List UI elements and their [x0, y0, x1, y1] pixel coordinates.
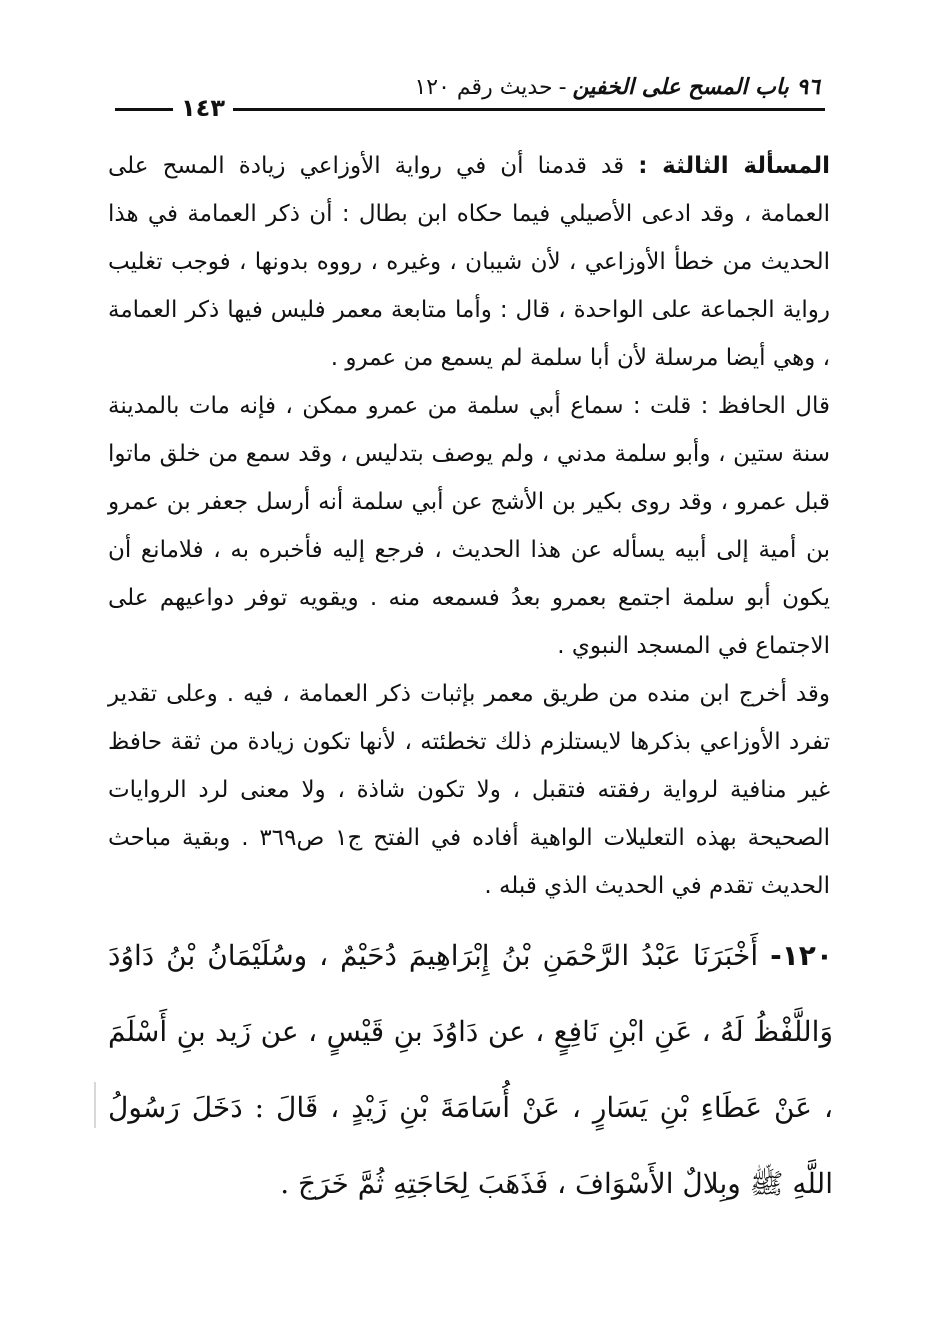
hadith-number: ١٢٠- [770, 939, 833, 972]
page-number-row [115, 94, 825, 122]
ibn-mandah-section [108, 670, 830, 910]
header-rule-right [233, 108, 825, 111]
hafiz-paragraph: قال الحافظ : قلت : سماع أبي سلمة من عمرو ممكن ، فإنه مات بالمدينة سنة ستين ، وأبو سلمة مدني ، ولم يوصف بتدليس ، وقد سمع من خلق ماتوا قبل عمرو ، وقد روى بكير بن الأشج عن أبي سلمة أنه أرسل جعفر بن عمرو بن أمية إلى أبيه يسأله عن هذا الحديث ، فرجع إليه فأخبره به ، فلامانع أن يكون أبو سلمة اجتمع بعمرو بعدُ فسمعه منه . ويقويه توفر دواعيهم على الاجتماع في المسجد النبوي . [108, 393, 830, 659]
hafiz-section [108, 382, 830, 670]
book-title: ٩٦ باب المسح على الخفين [572, 75, 820, 100]
hadith-body: أَخْبَرَنَا عَبْدُ الرَّحْمَنِ بْنُ إِبْرَاهِيمَ دُحَيْمٌ ، وسُلَيْمَانُ بْنُ دَاوُدَ وَاللَّفْظُ لَهُ ، عَنِ ابْنِ نَافِعٍ ، عن دَاوُدَ بنِ قَيْسٍ ، عن زَيد بنِ أَسْلَمَ ، عَنْ عَطَاءِ بْنِ يَسَارٍ ، عَنْ أُسَامَةَ بْنِ زَيْدٍ ، قَالَ : دَخَلَ رَسُولُ اللَّهِ ﷺ وبِلالٌ الأَسْوَافَ ، فَذَهَبَ لِحَاجَتِهِ ثُمَّ خَرَجَ . [108, 939, 833, 1200]
section-heading: المسألة الثالثة : [638, 153, 830, 179]
hadith-reference: حديث رقم ١٢٠ [414, 75, 553, 100]
scan-artifact [94, 1082, 96, 1128]
header-rule-left [115, 108, 173, 111]
page-number: ١٤٣ [181, 94, 225, 122]
header-separator: - [558, 75, 567, 100]
ibn-mandah-paragraph: وقد أخرج ابن منده من طريق معمر بإثبات ذكر العمامة ، فيه . وعلى تقدير تفرد الأوزاعي بذكرها لايستلزم ذلك تخطئته ، لأنها تكون زيادة من ثقة حافظ غير منافية لرواية رفقته فتقبل ، ولا تكون شاذة ، ولا معنى لرد الروايات الصحيحة بهذه التعليلات الواهية أفاده في الفتح ج١ ص٣٦٩ . وبقية مباحث الحديث تقدم في الحديث الذي قبله . [108, 681, 830, 899]
section-three-paragraph [108, 142, 830, 382]
commentary-section [108, 142, 830, 382]
hadith-text [108, 918, 833, 1222]
hadith-section [108, 918, 833, 1222]
section-three-text: قد قدمنا أن في رواية الأوزاعي زيادة المسح على العمامة ، وقد ادعى الأصيلي فيما حكاه ابن بطال : أن ذكر العمامة في هذا الحديث من خطأ الأوزاعي ، لأن شيبان ، وغيره ، رووه بدونها ، فوجب تغليب رواية الجماعة على الواحدة ، قال : وأما متابعة معمر فليس فيها ذكر العمامة ، وهي أيضا مرسلة لأن أبا سلمة لم يسمع من عمرو . [108, 153, 830, 371]
